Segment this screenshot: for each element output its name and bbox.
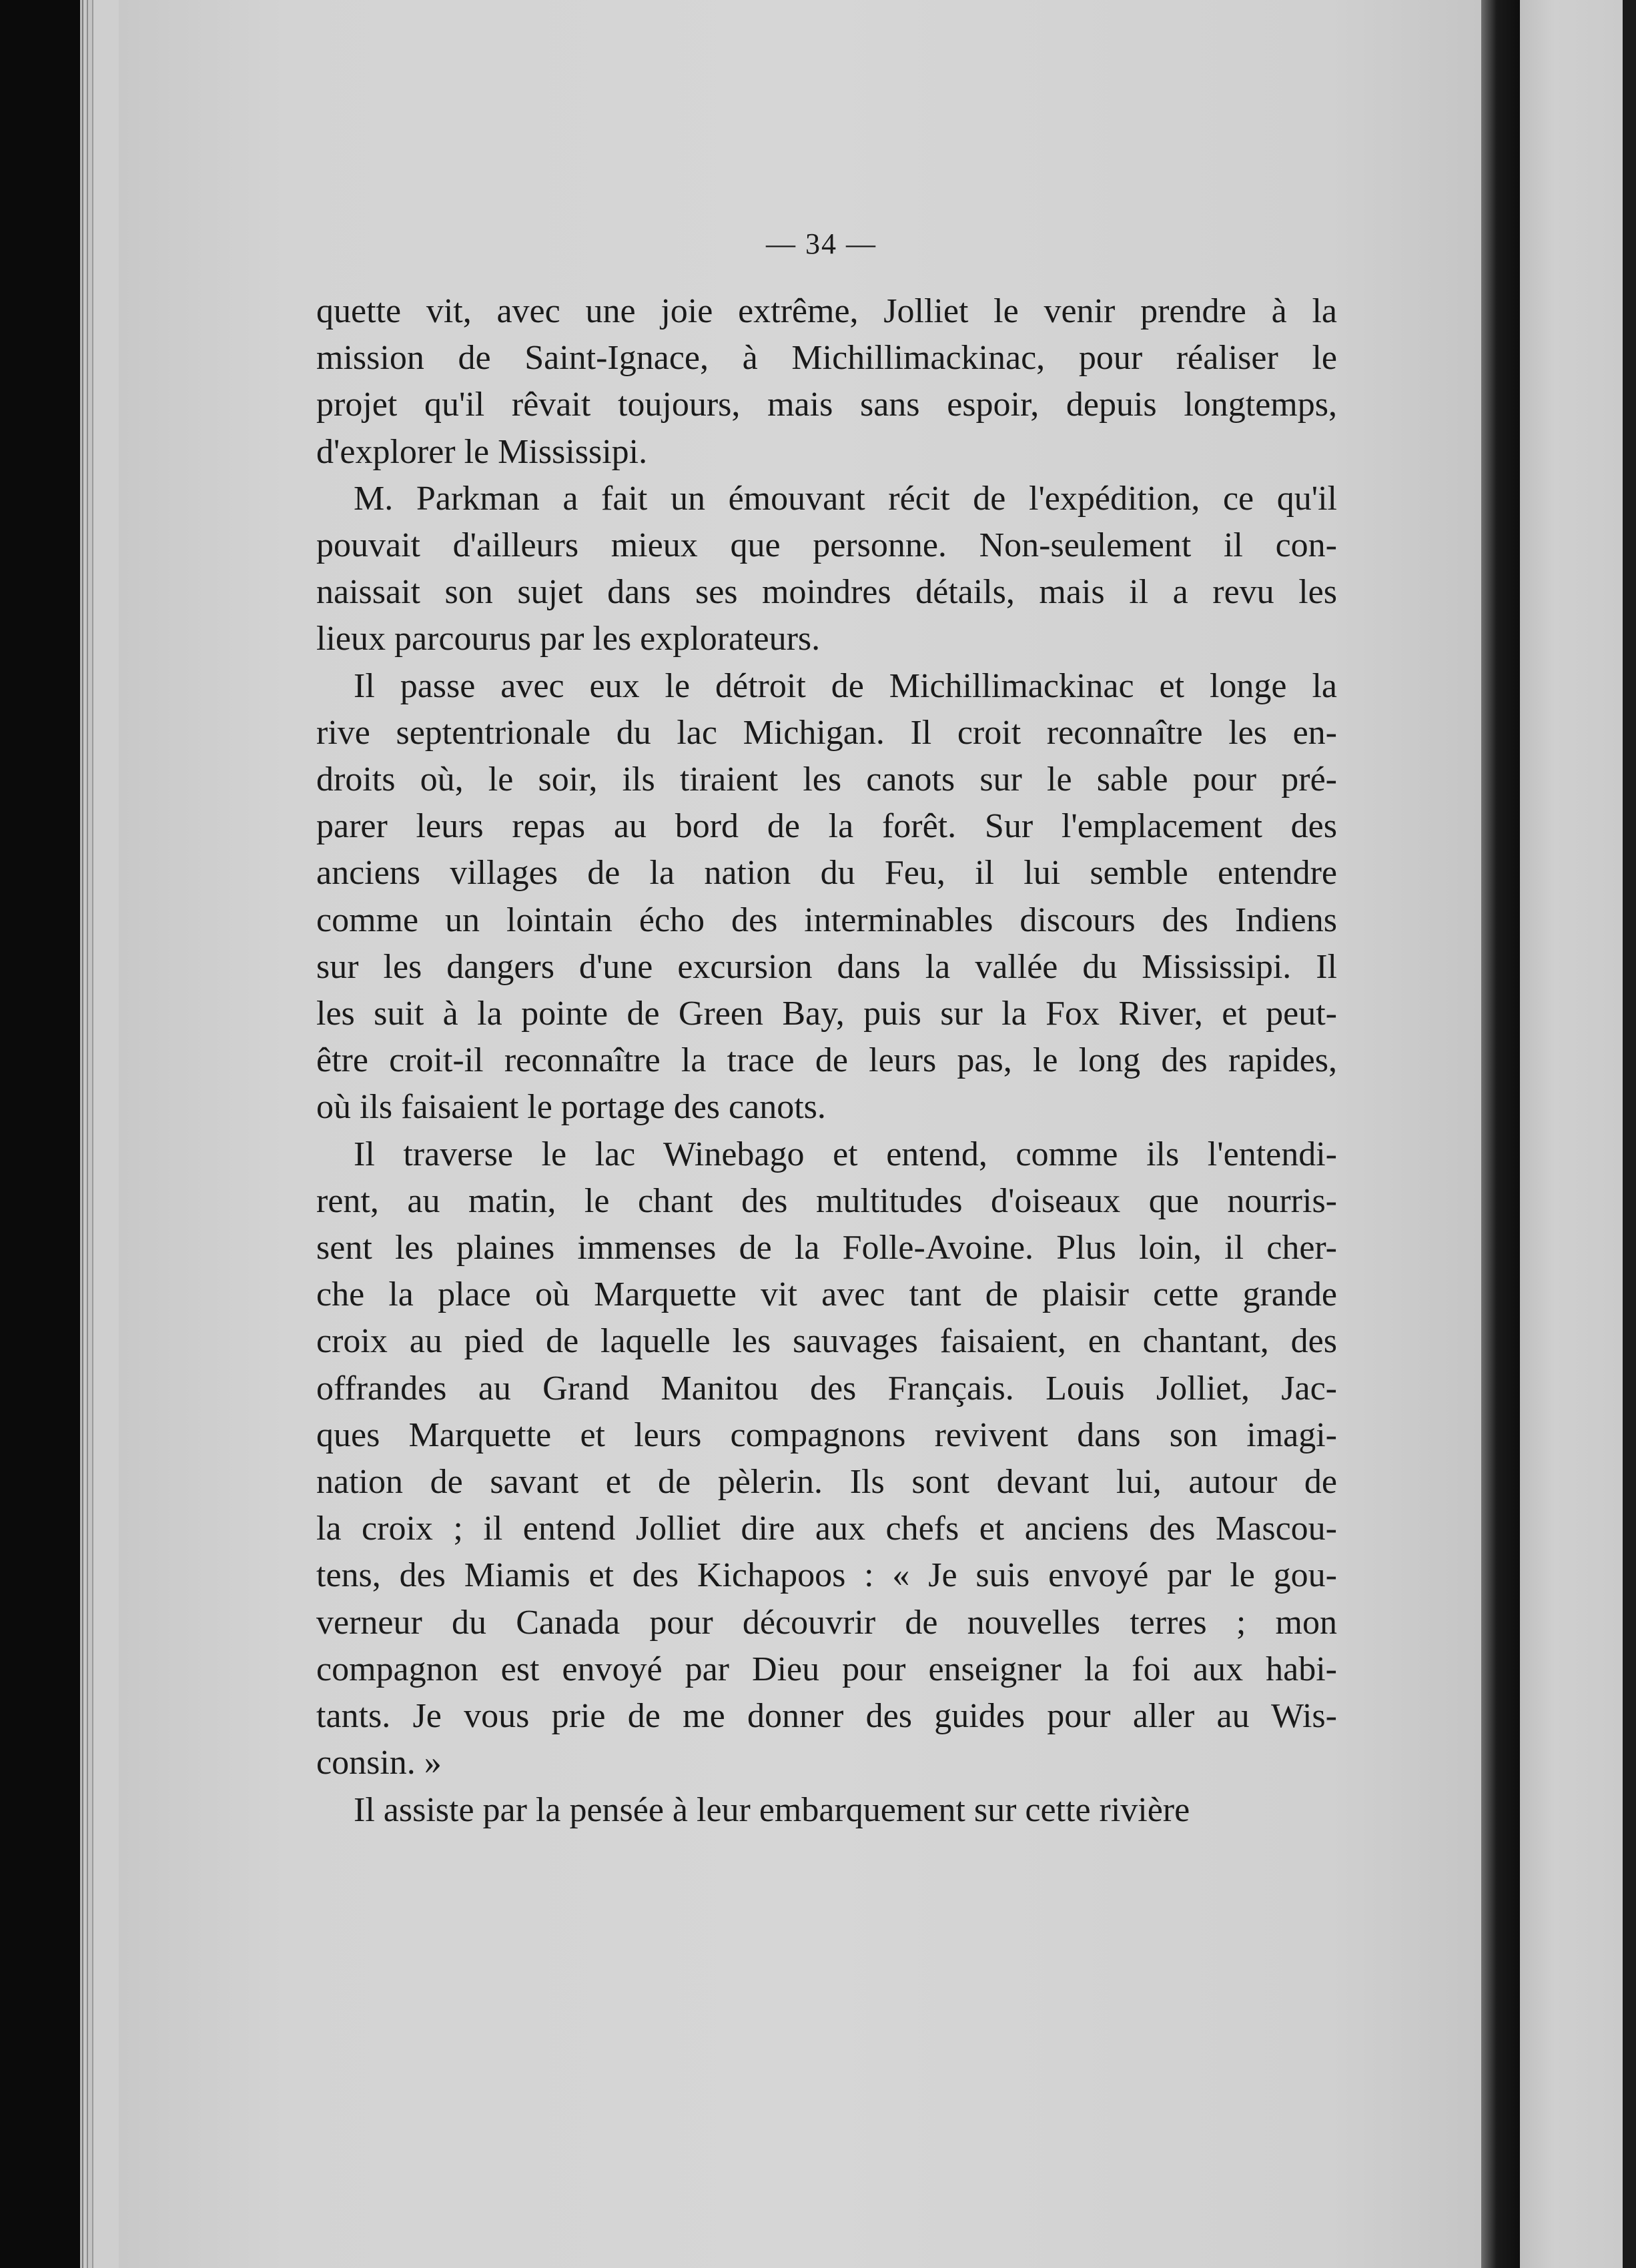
text-line: d'explorer le Mississipi. xyxy=(316,432,648,471)
book-binding-edge xyxy=(80,0,119,2268)
paragraph xyxy=(316,663,1337,1131)
text-line: verneur du Canada pour découvrir de nouvelles terres ; mon xyxy=(316,1603,1337,1642)
text-line: lieux parcourus par les explorateurs. xyxy=(316,620,821,658)
text-line: sent les plaines immenses de la Folle-Avoine. Plus loin, il cher- xyxy=(316,1229,1337,1267)
text-line: quette vit, avec une joie extrême, Jolliet le venir prendre à la xyxy=(316,292,1337,330)
page-number xyxy=(0,227,1636,261)
paragraph xyxy=(316,476,1337,663)
body-text xyxy=(316,288,1337,1834)
text-line: Il traverse le lac Winebago et entend, comme ils l'entendi- xyxy=(354,1135,1337,1173)
text-line: comme un lointain écho des interminables discours des Indiens xyxy=(316,901,1337,939)
text-line: tens, des Miamis et des Kichapoos : « Je suis envoyé par le gou- xyxy=(316,1556,1337,1595)
text-line: tants. Je vous prie de me donner des guides pour aller au Wis- xyxy=(316,1697,1337,1736)
text-line: Il assiste par la pensée à leur embarquement sur cette rivière xyxy=(354,1790,1190,1829)
page-gutter xyxy=(1481,0,1520,2268)
text-line: projet qu'il rêvait toujours, mais sans espoir, depuis longtemps, xyxy=(316,386,1337,424)
paragraph xyxy=(316,1131,1337,1787)
text-line: offrandes au Grand Manitou des Français. Louis Jolliet, Jac- xyxy=(316,1369,1337,1407)
paragraph xyxy=(316,288,1337,476)
text-line: parer leurs repas au bord de la forêt. Sur l'emplacement des xyxy=(316,807,1337,846)
text-line: être croit-il reconnaître la trace de leurs pas, le long des rapides, xyxy=(316,1041,1337,1080)
text-line: pouvait d'ailleurs mieux que personne. Non-seulement il con- xyxy=(316,526,1337,565)
text-line: compagnon est envoyé par Dieu pour enseigner la foi aux habi- xyxy=(316,1650,1337,1688)
text-line: ques Marquette et leurs compagnons revivent dans son imagi- xyxy=(316,1415,1337,1454)
text-line: rive septentrionale du lac Michigan. Il croit reconnaître les en- xyxy=(316,713,1337,752)
text-line: M. Parkman a fait un émouvant récit de l'expédition, ce qu'il xyxy=(354,479,1337,518)
next-page-sliver xyxy=(1520,0,1636,2268)
text-line: rent, au matin, le chant des multitudes d'oiseaux que nourris- xyxy=(316,1181,1337,1220)
text-line: naissait son sujet dans ses moindres détails, mais il a revu les xyxy=(316,573,1337,612)
text-line: droits où, le soir, ils tiraient les canots sur le sable pour pré- xyxy=(316,760,1337,799)
next-page-edge xyxy=(1623,0,1636,2268)
text-line: sur les dangers d'une excursion dans la vallée du Mississipi. Il xyxy=(316,947,1337,986)
text-line: consin. » xyxy=(316,1744,442,1782)
text-line: où ils faisaient le portage des canots. xyxy=(316,1088,826,1127)
page-number-label: — 34 — xyxy=(766,227,877,260)
text-line: la croix ; il entend Jolliet dire aux chefs et anciens des Mascou- xyxy=(316,1510,1337,1548)
text-line: mission de Saint-Ignace, à Michillimackinac, pour réaliser le xyxy=(316,339,1337,378)
text-line: les suit à la pointe de Green Bay, puis sur la Fox River, et peut- xyxy=(316,995,1337,1033)
text-line: croix au pied de laquelle les sauvages faisaient, en chantant, des xyxy=(316,1322,1337,1361)
text-line: anciens villages de la nation du Feu, il lui semble entendre xyxy=(316,854,1337,893)
text-line: che la place où Marquette vit avec tant de plaisir cette grande xyxy=(316,1275,1337,1314)
text-line: Il passe avec eux le détroit de Michillimackinac et longe la xyxy=(354,666,1337,705)
scan-left-margin xyxy=(0,0,80,2268)
text-line: nation de savant et de pèlerin. Ils sont devant lui, autour de xyxy=(316,1463,1337,1502)
paragraph xyxy=(316,1787,1337,1834)
